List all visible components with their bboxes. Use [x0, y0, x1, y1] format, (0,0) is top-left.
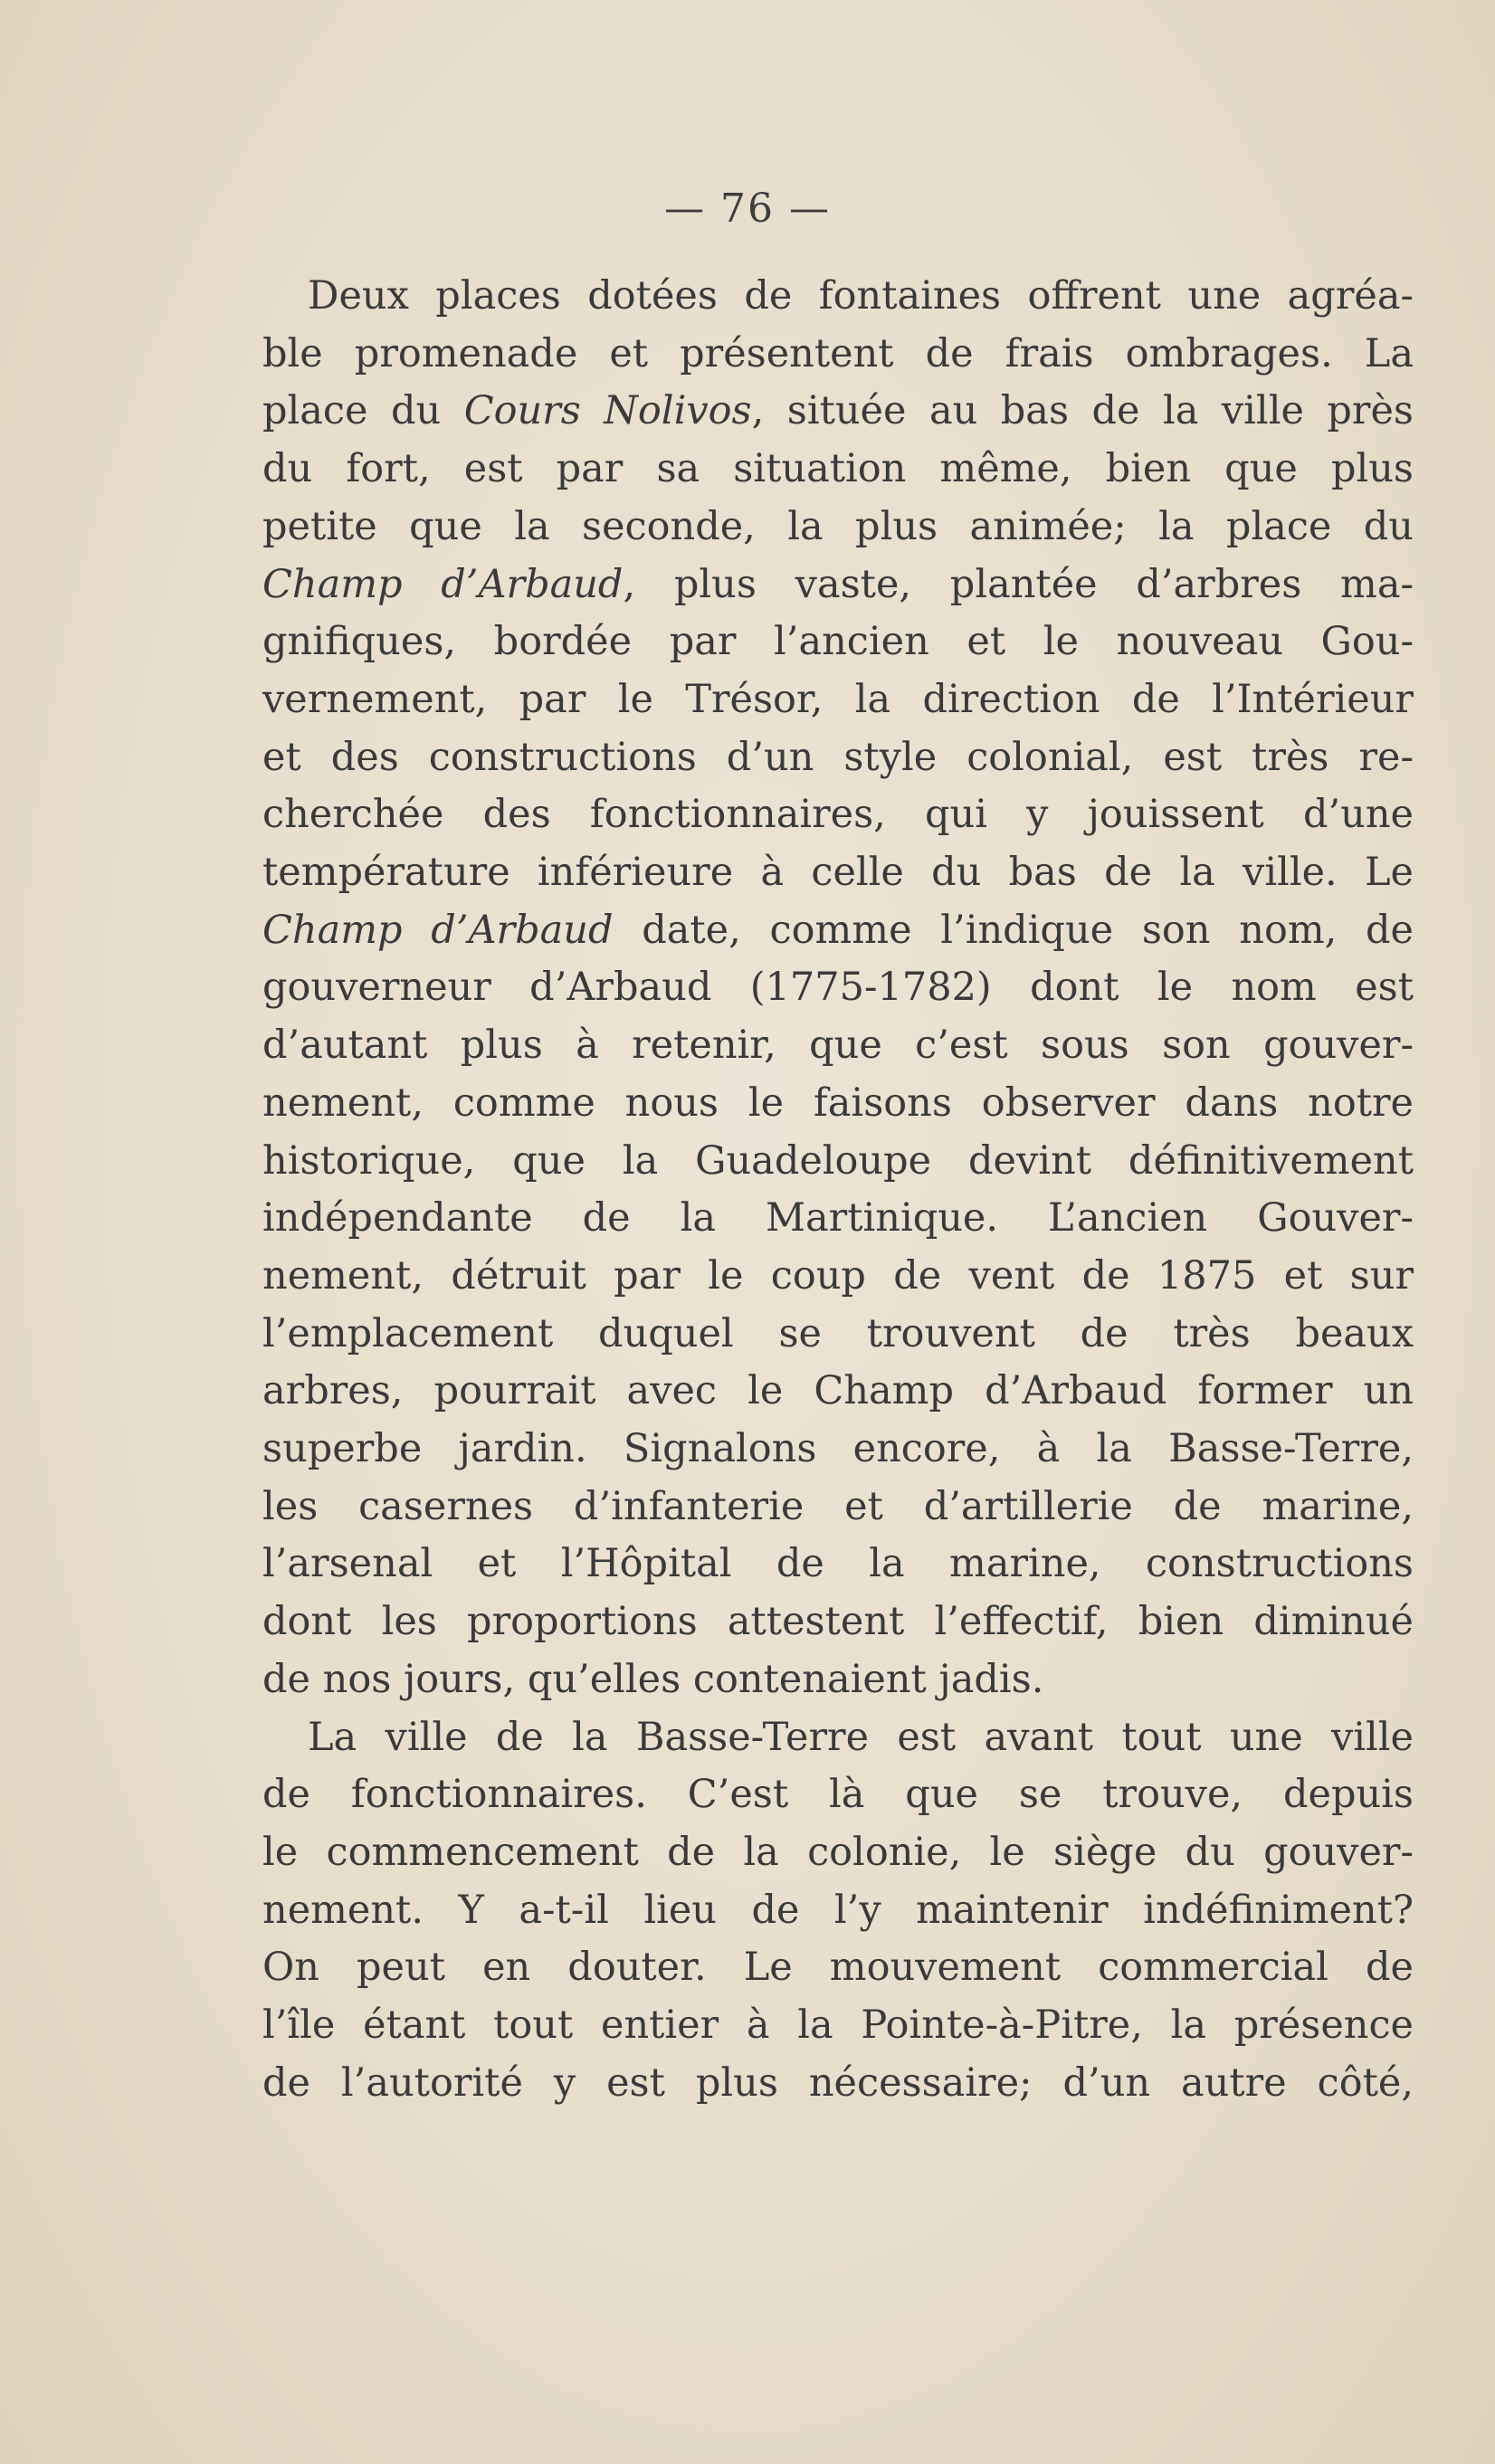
- text-line: vernement, par le Trésor, la direction de l’Intérieur: [262, 676, 1414, 722]
- text-line: nement, détruit par le coup de vent de 1875 et sur: [262, 1252, 1414, 1299]
- text-line: cherchée des fonctionnaires, qui y jouissent d’une: [262, 792, 1414, 838]
- text-line: le commencement de la colonie, le siège du gouver-: [262, 1829, 1414, 1875]
- text-line: de nos jours, qu’elles contenaient jadis.: [262, 1656, 1044, 1702]
- text-line: l’île étant tout entier à la Pointe-à-Pitre, la présence: [262, 2003, 1414, 2049]
- page-number: — 76 —: [664, 186, 831, 232]
- italic-text: Champ d’Arbaud: [262, 561, 624, 607]
- text-line: gnifiques, bordée par l’ancien et le nouveau Gou-: [262, 619, 1414, 665]
- text-line: superbe jardin. Signalons encore, à la Basse-Terre,: [262, 1426, 1414, 1472]
- text-line: les casernes d’infanterie et d’artillerie de marine,: [262, 1483, 1414, 1529]
- text-line: arbres, pourrait avec le Champ d’Arbaud former un: [262, 1368, 1414, 1414]
- italic-text: Cours Nolivos: [463, 388, 752, 434]
- text-line: température inférieure à celle du bas de la ville. Le: [262, 850, 1414, 896]
- text-line: de fonctionnaires. C’est là que se trouve, depuis: [262, 1772, 1414, 1818]
- text-line: ble promenade et présentent de frais ombrages. La: [262, 330, 1414, 376]
- text-line: nement. Y a-t-il lieu de l’y maintenir indéfiniment?: [262, 1887, 1414, 1933]
- text-line: de l’autorité y est plus nécessaire; d’un autre côté,: [262, 2060, 1414, 2106]
- text-segment: date, comme l’indique son nom, de: [613, 907, 1414, 953]
- text-line: La ville de la Basse-Terre est avant tout une ville: [308, 1714, 1414, 1760]
- text-line: du fort, est par sa situation même, bien que plus: [262, 446, 1414, 492]
- text-segment: , située au bas de la ville près: [751, 388, 1414, 434]
- text-line: historique, que la Guadeloupe devint définitivement: [262, 1137, 1414, 1184]
- text-segment: place du: [262, 388, 464, 434]
- text-line: l’emplacement duquel se trouvent de très beaux: [262, 1310, 1414, 1356]
- text-line: Deux places dotées de fontaines offrent une agréa-: [308, 273, 1414, 319]
- text-line: [262, 557, 1414, 614]
- text-line: On peut en douter. Le mouvement commercial de: [262, 1945, 1414, 1991]
- text-line: dont les proportions attestent l’effectif, bien diminué: [262, 1599, 1414, 1645]
- text-line: [262, 902, 1414, 960]
- text-segment: , plus vaste, plantée d’arbres ma-: [623, 561, 1414, 607]
- text-line: indépendante de la Martinique. L’ancien Gouver-: [262, 1195, 1414, 1242]
- text-line: l’arsenal et l’Hôpital de la marine, constructions: [262, 1541, 1414, 1587]
- body-text: [262, 268, 1414, 2113]
- text-line: nement, comme nous le faisons observer dans notre: [262, 1080, 1414, 1126]
- italic-text: Champ d’Arbaud: [262, 907, 614, 953]
- text-line: [262, 383, 1414, 441]
- text-line: gouverneur d’Arbaud (1775-1782) dont le nom est: [262, 965, 1414, 1011]
- text-line: petite que la seconde, la plus animée; la place du: [262, 503, 1414, 549]
- text-line: et des constructions d’un style colonial, est très re-: [262, 734, 1414, 780]
- text-line: d’autant plus à retenir, que c’est sous son gouver-: [262, 1023, 1414, 1069]
